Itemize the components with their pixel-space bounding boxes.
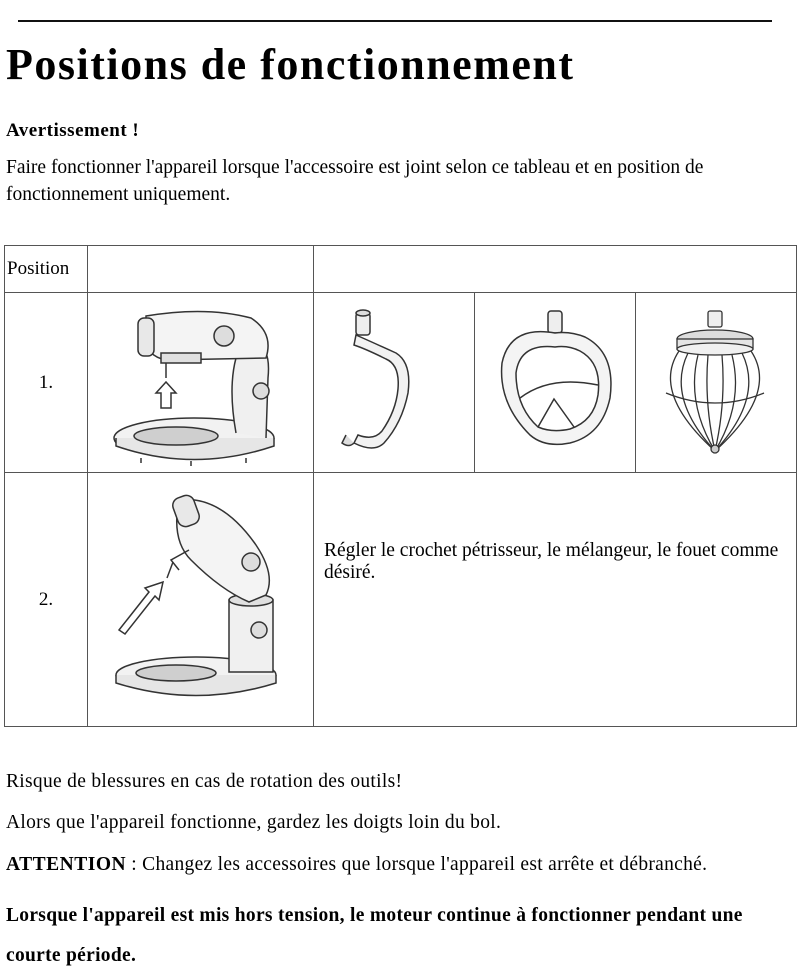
positions-table bbox=[4, 245, 797, 727]
mixer-head-down-cell bbox=[88, 293, 314, 473]
table-row bbox=[5, 473, 797, 727]
warning-heading: Avertissement ! bbox=[6, 120, 140, 141]
top-rule bbox=[18, 20, 772, 22]
motor-warning-text: Lorsque l'appareil est mis hors tension, le moteur continue à fonctionner pendant une courte période. bbox=[6, 905, 743, 966]
table-header-row bbox=[5, 246, 797, 293]
header-empty-cell bbox=[314, 246, 797, 293]
fingers-warning-text: Alors que l'appareil fonctionne, gardez les doigts loin du bol. bbox=[6, 812, 502, 833]
mixer-head-up-cell bbox=[88, 473, 314, 727]
whisk-icon bbox=[646, 303, 786, 463]
position-header: Position bbox=[5, 246, 88, 293]
dough-hook-cell bbox=[314, 293, 475, 473]
header-empty-cell bbox=[88, 246, 314, 293]
whisk-cell bbox=[636, 293, 797, 473]
dough-hook-icon bbox=[334, 303, 454, 463]
instruction-text: Régler le crochet pétrisseur, le mélangeur, le fouet comme désiré. bbox=[324, 539, 779, 583]
mixer-tilted-position-illustration bbox=[101, 490, 301, 710]
table-row bbox=[5, 293, 797, 473]
mixer-operating-position-illustration bbox=[106, 298, 296, 468]
instruction-cell bbox=[314, 473, 797, 727]
flat-beater-icon bbox=[490, 303, 620, 463]
row-number: 1. bbox=[5, 293, 88, 473]
row-number: 2. bbox=[5, 473, 88, 727]
attention-text: : Changez les accessoires que lorsque l'appareil est arrête et débranché. bbox=[126, 854, 708, 875]
warning-text: Faire fonctionner l'appareil lorsque l'accessoire est joint selon ce tableau et en position de fonctionnement uniquement. bbox=[6, 157, 704, 205]
risk-text: Risque de blessures en cas de rotation des outils! bbox=[6, 771, 403, 792]
attention-note bbox=[6, 854, 707, 876]
page-title: Positions de fonctionnement bbox=[6, 40, 575, 89]
flat-beater-cell bbox=[475, 293, 636, 473]
attention-label: ATTENTION bbox=[6, 854, 127, 875]
